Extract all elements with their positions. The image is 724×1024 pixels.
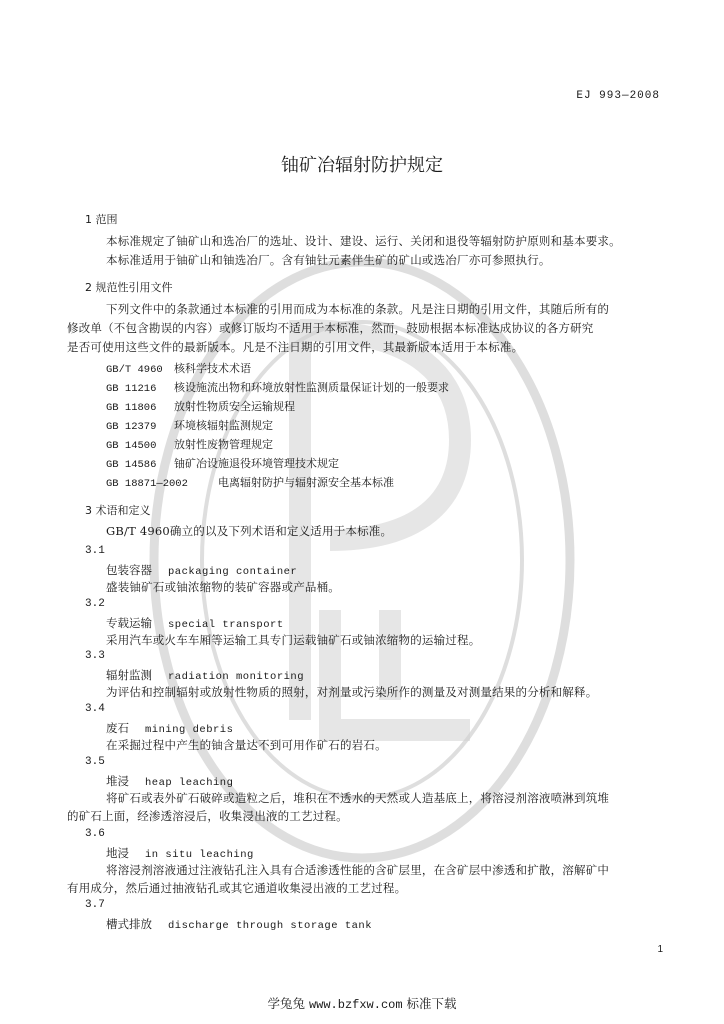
term-chinese: 废石 — [106, 721, 129, 735]
section-heading-scope: 1 范围 — [85, 213, 118, 226]
document-title: 铀矿冶辐射防护规定 — [281, 155, 443, 176]
term-number: 3.4 — [85, 703, 105, 715]
references-paragraph-line-1: 下列文件中的条款通过本标准的引用而成为本标准的条款。凡是注日期的引用文件，其随后所有的 — [106, 302, 610, 316]
reference-item — [106, 455, 339, 471]
page-number: 1 — [657, 944, 663, 955]
term-heading — [106, 562, 297, 578]
footer-banner — [0, 994, 724, 1012]
term-definition: 盛装铀矿石或铀浓缩物的装矿容器或产品桶。 — [106, 580, 340, 594]
reference-title: 放射性废物管理规定 — [174, 438, 273, 451]
section-heading-terms: 3 术语和定义 — [85, 504, 151, 517]
term-heading — [106, 773, 233, 789]
term-definition-continued: 的矿石上面，经渗透溶浸后，收集浸出液的工艺过程。 — [67, 809, 348, 823]
reference-item — [106, 379, 449, 395]
section-heading-normative-references: 2 规范性引用文件 — [85, 281, 173, 294]
term-english: discharge through storage tank — [168, 920, 373, 932]
term-english: radiation monitoring — [168, 671, 305, 683]
term-english: packaging container — [168, 566, 298, 578]
reference-title: 核设施流出物和环境放射性监测质量保证计划的一般要求 — [174, 381, 449, 394]
reference-code: GB 12379 — [106, 421, 157, 433]
scope-paragraph-2: 本标准适用于铀矿山和铀选冶厂。含有铀钍元素伴生矿的矿山或选冶厂亦可参照执行。 — [106, 253, 551, 267]
term-definition: 为评估和控制辐射或放射性物质的照射，对剂量或污染所作的测量及对测量结果的分析和解释。 — [106, 685, 598, 699]
term-chinese: 地浸 — [106, 846, 129, 860]
reference-code: GB 14586 — [106, 459, 157, 471]
term-definition-continued: 有用成分，然后通过抽液钻孔或其它通道收集浸出液的工艺过程。 — [67, 881, 407, 895]
term-chinese: 专载运输 — [106, 616, 152, 630]
reference-item — [106, 398, 295, 414]
term-heading — [106, 720, 233, 736]
reference-item — [106, 436, 273, 452]
term-english: special transport — [168, 619, 284, 631]
term-heading — [106, 845, 254, 861]
term-number: 3.7 — [85, 899, 105, 911]
reference-item — [106, 360, 251, 376]
reference-code: GB 18871—2002 — [106, 478, 188, 490]
reference-title: 铀矿冶设施退役环境管理技术规定 — [174, 457, 339, 470]
footer-site-name: 学兔兔 — [267, 996, 305, 1011]
reference-item — [106, 474, 394, 490]
references-paragraph-line-3: 是否可使用这些文件的最新版本。凡是不注日期的引用文件，其最新版本适用于本标准。 — [67, 340, 524, 354]
term-number: 3.3 — [85, 650, 105, 662]
reference-code: GB 11806 — [106, 402, 157, 414]
term-heading — [106, 916, 372, 932]
term-number: 3.1 — [85, 545, 105, 557]
reference-title: 环境核辐射监测规定 — [174, 419, 273, 432]
reference-item — [106, 417, 273, 433]
term-definition: 采用汽车或火车车厢等运输工具专门运载铀矿石或铀浓缩物的运输过程。 — [106, 633, 481, 647]
term-definition: 将溶浸剂溶液通过注液钻孔注入具有合适渗透性能的含矿层里，在含矿层中渗透和扩散，溶解矿中 — [106, 863, 610, 877]
reference-code: GB 14500 — [106, 440, 157, 452]
term-number: 3.2 — [85, 598, 105, 610]
term-definition: 将矿石或表外矿石破碎或造粒之后，堆积在不透水的天然或人造基底上，将溶浸剂溶液喷淋到筑堆 — [106, 791, 610, 805]
reference-code: GB/T 4960 — [106, 364, 163, 376]
term-english: heap leaching — [145, 777, 234, 789]
term-number: 3.6 — [85, 828, 105, 840]
term-heading — [106, 615, 284, 631]
terms-intro: GB/T 4960确立的以及下列术语和定义适用于本标准。 — [106, 524, 393, 538]
term-english: in situ leaching — [145, 849, 254, 861]
document-code: EJ 993—2008 — [576, 90, 660, 102]
term-chinese: 包装容器 — [106, 563, 152, 577]
references-paragraph-line-2: 修改单（不包含勘误的内容）或修订版均不适用于本标准，然而，鼓励根据本标准达成协议的各方研究 — [67, 321, 594, 335]
term-definition: 在采掘过程中产生的铀含量达不到可用作矿石的岩石。 — [106, 738, 387, 752]
footer-tagline: 标准下载 — [406, 996, 457, 1011]
reference-title: 核科学技术术语 — [174, 362, 251, 375]
term-chinese: 槽式排放 — [106, 917, 152, 931]
term-chinese: 堆浸 — [106, 774, 129, 788]
reference-code: GB 11216 — [106, 383, 157, 395]
reference-title: 电离辐射防护与辐射源安全基本标准 — [218, 476, 394, 489]
footer-url-link[interactable]: www.bzfxw.com — [308, 998, 403, 1012]
term-english: mining debris — [145, 724, 234, 736]
term-chinese: 辐射监测 — [106, 668, 152, 682]
term-heading — [106, 667, 304, 683]
scope-paragraph-1: 本标准规定了铀矿山和选冶厂的选址、设计、建设、运行、关闭和退役等辐射防护原则和基本要求。 — [106, 234, 621, 248]
reference-title: 放射性物质安全运输规程 — [174, 400, 295, 413]
term-number: 3.5 — [85, 756, 105, 768]
